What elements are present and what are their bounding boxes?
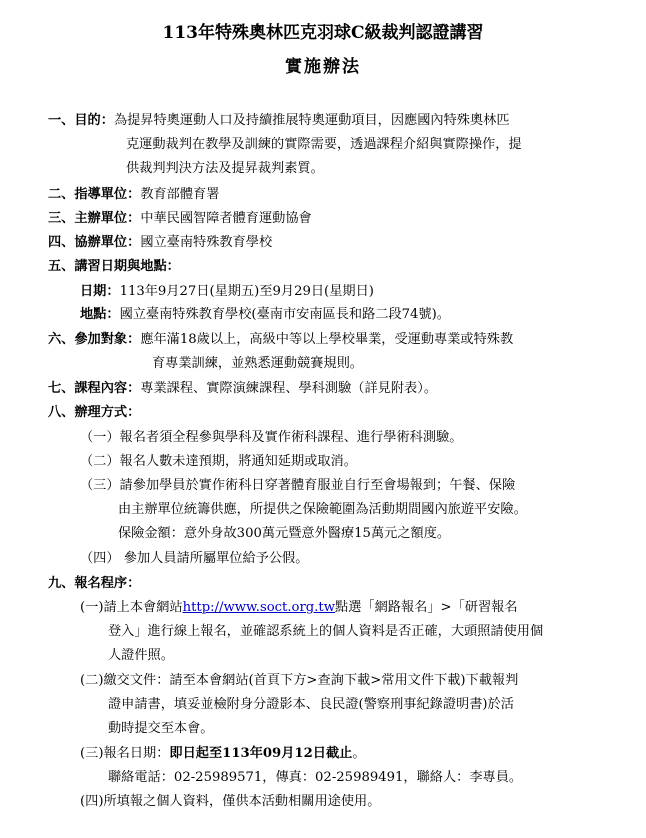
section-4-text: 國立臺南特殊教育學校 bbox=[140, 235, 273, 250]
section-9-item-2-line-1: (二)繳交文件：請至本會網站(首頁下方>查詢下載>常用文件下載)下載報判 bbox=[80, 673, 519, 688]
section-8-item-3-line-1: （三）請參加學員於實作術科日穿著體育服並自行至會場報到；午餐、保險 bbox=[80, 478, 516, 493]
section-6-label: 六、參加對象： bbox=[48, 332, 141, 347]
section-8-item-3-line-3: 保險金額：意外身故300萬元暨意外醫療15萬元之額度。 bbox=[118, 526, 451, 541]
section-2-text: 教育部體育署 bbox=[140, 187, 220, 202]
section-6-line-1 bbox=[48, 331, 513, 349]
section-5-label: 五、講習日期與地點： bbox=[48, 259, 180, 274]
section-5-date bbox=[80, 283, 374, 301]
section-8-item-2: （二）報名人數未達預期，將通知延期或取消。 bbox=[80, 454, 357, 469]
section-8-item-3-line-2: 由主辦單位統籌供應，所提供之保險範圍為活動期間國內旅遊平安險。 bbox=[118, 502, 527, 517]
section-7-label: 七、課程內容： bbox=[48, 381, 141, 396]
section-8-item-4: （四） 參加人員請所屬單位給予公假。 bbox=[80, 551, 309, 566]
section-9-item-1-line-2: 登入」進行線上報名，並確認系統上的個人資料是否正確，大頭照請使用個 bbox=[108, 624, 544, 639]
section-3-text: 中華民國智障者體育運動協會 bbox=[140, 211, 312, 226]
section-7-text: 專業課程、實際演練課程、學科測驗（詳見附表）。 bbox=[140, 381, 438, 396]
section-9-item-1-line-3: 人證件照。 bbox=[108, 648, 174, 663]
section-9-item-2-line-3: 動時提交至本會。 bbox=[108, 721, 214, 736]
section-3-label: 三、主辦單位： bbox=[48, 211, 141, 226]
document-title: 113年特殊奧林匹克羽球C級裁判認證講習 bbox=[162, 23, 484, 43]
section-9-item-2-line-2: 證申請書，填妥並檢附身分證影本、良民證(警察刑事紀錄證明書)於活 bbox=[108, 697, 514, 712]
section-9-item-3-prefix: (三)報名日期： bbox=[80, 746, 170, 761]
date-value: 113年9月27日(星期五)至9月29日(星期日) bbox=[119, 284, 374, 299]
section-2-label: 二、指導單位： bbox=[48, 187, 141, 202]
website-link[interactable]: http://www.soct.org.tw bbox=[182, 600, 336, 615]
section-8-label: 八、辦理方式： bbox=[48, 405, 141, 420]
section-9-item-1-prefix: (一)請上本會網站 bbox=[80, 600, 183, 615]
document-subtitle: 實施辦法 bbox=[285, 57, 361, 77]
section-2 bbox=[48, 186, 219, 204]
section-9-item-3-suffix: 。 bbox=[352, 746, 366, 761]
section-5-place bbox=[80, 306, 450, 324]
section-1-line-2: 克運動裁判在教學及訓練的實際需要，透過課程介紹與實際操作，提 bbox=[126, 137, 522, 152]
section-1-line-1 bbox=[48, 112, 510, 130]
section-6-text: 應年滿18歲以上，高級中等以上學校畢業，受運動專業或特殊教 bbox=[140, 332, 514, 347]
section-9-item-1-suffix: 點選「網路報名」>「研習報名 bbox=[335, 600, 518, 615]
date-label: 日期： bbox=[80, 284, 120, 299]
section-9-item-1-line-1 bbox=[80, 599, 518, 617]
section-7 bbox=[48, 380, 437, 398]
section-9-item-4: (四)所填報之個人資料，僅供本活動相關用途使用。 bbox=[80, 794, 381, 809]
section-8-item-1: （一）報名者須全程參與學科及實作術科課程、進行學術科測驗。 bbox=[80, 430, 463, 445]
contact-info: 聯絡電話：02-25989571，傳真：02-25989491，聯絡人：李專員。 bbox=[108, 770, 523, 785]
section-3 bbox=[48, 210, 312, 228]
registration-deadline: 即日起至113年09月12日截止 bbox=[169, 746, 353, 761]
section-1-text: 為提昇特奧運動人口及持續推展特奧運動項目，因應國內特殊奧林匹 bbox=[113, 113, 510, 128]
place-label: 地點： bbox=[80, 307, 120, 322]
section-6-line-2: 育專業訓練，並熟悉運動競賽規則。 bbox=[152, 356, 363, 371]
section-1-line-3: 供裁判判決方法及提昇裁判素質。 bbox=[126, 161, 324, 176]
section-9-label: 九、報名程序： bbox=[48, 576, 141, 591]
place-value: 國立臺南特殊教育學校(臺南市安南區長和路二段74號)。 bbox=[119, 307, 450, 322]
section-4 bbox=[48, 234, 272, 252]
section-4-label: 四、協辦單位： bbox=[48, 235, 141, 250]
section-1-label: 一、目的： bbox=[48, 113, 114, 128]
section-9-item-3 bbox=[80, 745, 366, 763]
